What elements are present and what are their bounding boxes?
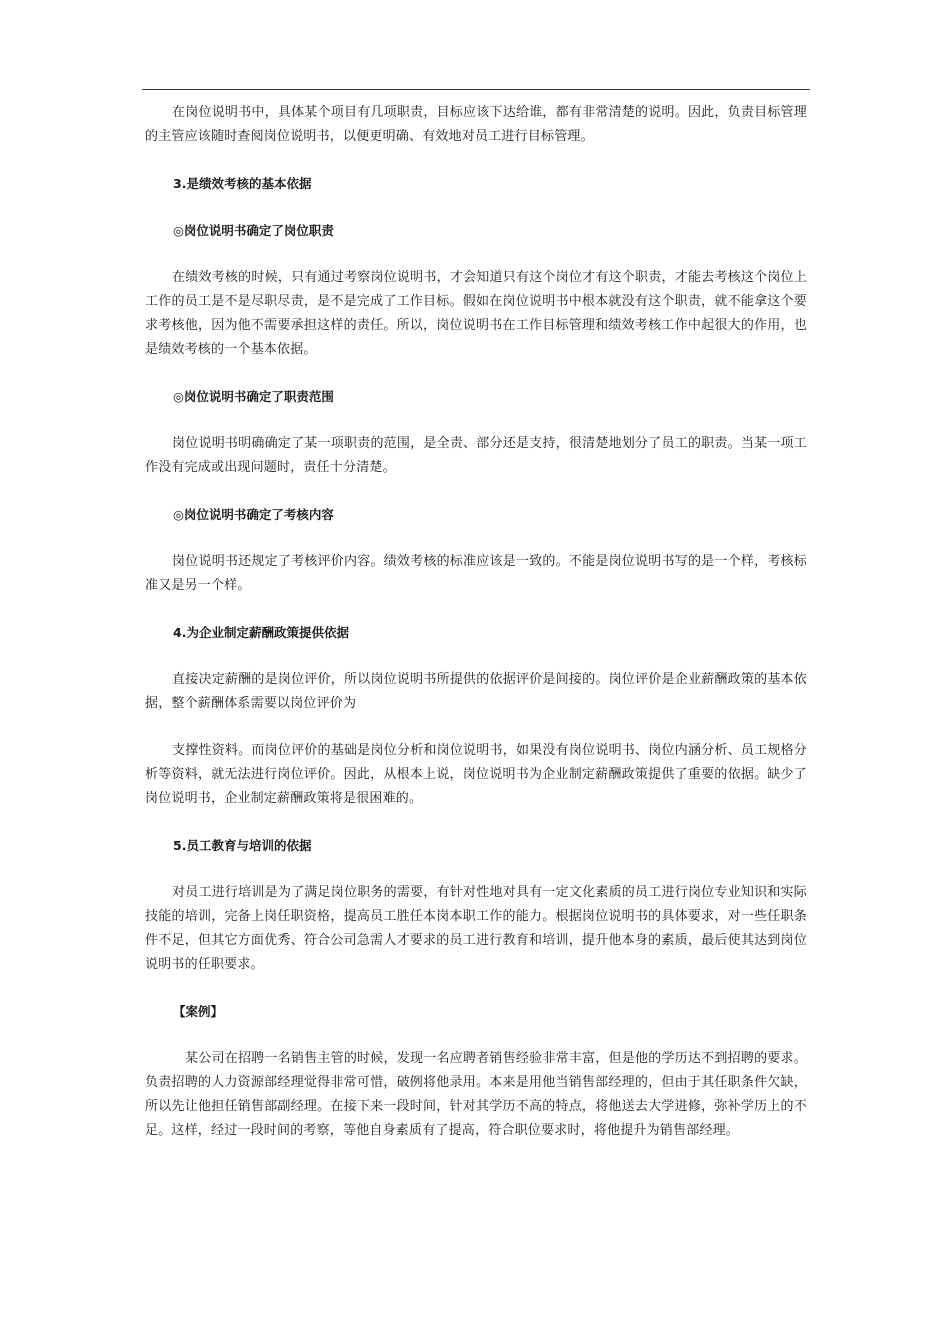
document-body bbox=[145, 101, 807, 1166]
heading-training: 5.员工教育与培训的依据 bbox=[173, 838, 312, 853]
paragraph-performance-review: 在绩效考核的时候，只有通过考察岗位说明书，才会知道只有这个岗位才有这个职责，才能去考核这个岗位上工作的员工是不是尽职尽责，是不是完成了工作目标。假如在岗位说明书中根本就没有这个职责，就不能拿这个要求考核他，因为他不需要承担这样的责任。所以，岗位说明书在工作目标管理和绩效考核工作中起很大的作用，也是绩效考核的一个基本依据。 bbox=[145, 270, 807, 357]
subheading-job-duties: ◎岗位说明书确定了岗位职责 bbox=[173, 223, 334, 238]
paragraph-case: 某公司在招聘一名销售主管的时候，发现一名应聘者销售经验非常丰富，但是他的学历达不到招聘的要求。负责招聘的人力资源部经理觉得非常可惜，破例将他录用。本来是用他当销售部经理的，但由于其任职条件欠缺，所以先让他担任销售部副经理。在接下来一段时间，针对其学历不高的特点，将他送去大学进修，弥补学历上的不足。这样，经过一段时间的考察，等他自身素质有了提高，符合职位要求时，将他提升为销售部经理。 bbox=[145, 1051, 807, 1138]
paragraph-target-management: 在岗位说明书中，具体某个项目有几项职责，目标应该下达给谁，都有非常清楚的说明。因此，负责目标管理的主管应该随时查阅岗位说明书，以便更明确、有效地对员工进行目标管理。 bbox=[145, 105, 807, 144]
paragraph-training: 对员工进行培训是为了满足岗位职务的需要，有针对性地对具有一定文化素质的员工进行岗位专业知识和实际技能的培训，完备上岗任职资格，提高员工胜任本岗本职工作的能力。根据岗位说明书的具体要求，对一些任职条件不足，但其它方面优秀、符合公司急需人才要求的员工进行教育和培训，提升他本身的素质，最后使其达到岗位说明书的任职要求。 bbox=[145, 885, 807, 972]
heading-salary-policy: 4.为企业制定薪酬政策提供依据 bbox=[173, 625, 349, 640]
paragraph-review-content: 岗位说明书还规定了考核评价内容。绩效考核的标准应该是一致的。不能是岗位说明书写的是一个样，考核标准又是另一个样。 bbox=[145, 554, 807, 593]
subheading-duty-scope: ◎岗位说明书确定了职责范围 bbox=[173, 389, 334, 404]
paragraph-duty-scope: 岗位说明书明确确定了某一项职责的范围，是全责、部分还是支持，很清楚地划分了员工的职责。当某一项工作没有完成或出现问题时，责任十分清楚。 bbox=[145, 436, 807, 475]
paragraph-salary-2: 支撑性资料。而岗位评价的基础是岗位分析和岗位说明书，如果没有岗位说明书、岗位内涵分析、员工规格分析等资料，就无法进行岗位评价。因此，从根本上说，岗位说明书为企业制定薪酬政策提供了重要的依据。缺少了岗位说明书，企业制定薪酬政策将是很困难的。 bbox=[145, 743, 807, 806]
subheading-review-content: ◎岗位说明书确定了考核内容 bbox=[173, 507, 334, 522]
heading-performance-basis: 3.是绩效考核的基本依据 bbox=[173, 176, 312, 191]
header-rule bbox=[142, 89, 810, 90]
paragraph-salary-1: 直接决定薪酬的是岗位评价，所以岗位说明书所提供的依据评价是间接的。岗位评价是企业薪酬政策的基本依据，整个薪酬体系需要以岗位评价为 bbox=[145, 672, 807, 711]
heading-case: 【案例】 bbox=[173, 1004, 224, 1019]
